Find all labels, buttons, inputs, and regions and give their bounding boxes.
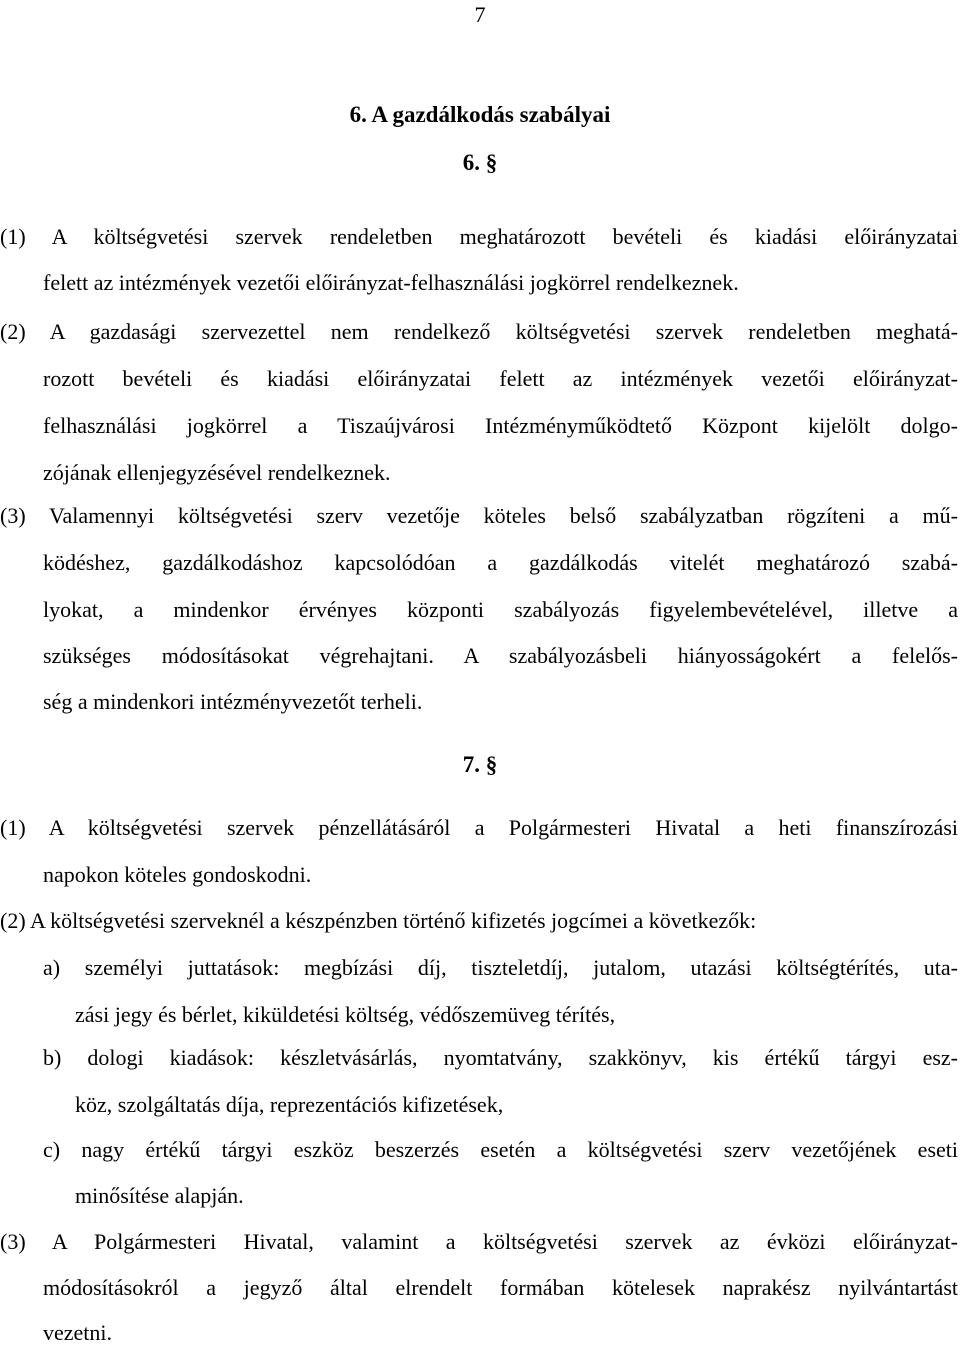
chapter-title: 6. A gazdálkodás szabályai <box>349 102 611 127</box>
s6-p3-line4: szükséges módosításokat végrehajtani. A szabályozásbeli hiányosságokért a felelős- <box>43 643 958 668</box>
s6-p2-line3: felhasználási jogkörrel a Tiszaújvárosi Intézményműködtető Központ kijelölt dolgo- <box>43 413 958 438</box>
s6-p3-line1: (3) Valamennyi költségvetési szerv vezetője köteles belső szabályzatban rögzíteni a mű- <box>0 503 958 528</box>
s6-p1-line2: felett az intézmények vezetői előirányzat-felhasználási jogkörrel rendelkeznek. <box>43 270 739 295</box>
s7-p3-line1: (3) A Polgármesteri Hivatal, valamint a költségvetési szervek az évközi előirányzat- <box>0 1229 958 1254</box>
s7-p2-line1: (2) A költségvetési szerveknél a készpénzben történő kifizetés jogcímei a következők: <box>0 908 757 933</box>
s6-p3-line2: ködéshez, gazdálkodáshoz kapcsolódóan a gazdálkodás vitelét meghatározó szabá- <box>43 550 958 575</box>
section-7-heading: 7. § <box>462 752 498 777</box>
s7-p2-item-c-line1: c) nagy értékű tárgyi eszköz beszerzés esetén a költségvetési szerv vezetőjének eseti <box>43 1137 958 1162</box>
s7-p2-item-b-line1: b) dologi kiadások: készletvásárlás, nyomtatvány, szakkönyv, kis értékű tárgyi esz- <box>43 1045 958 1070</box>
s7-p2-item-a-line1: a) személyi juttatások: megbízási díj, tiszteletdíj, jutalom, utazási költségtérítés, uta- <box>43 955 958 980</box>
section-6-heading: 6. § <box>462 150 498 175</box>
s7-p1-line2: napokon köteles gondoskodni. <box>43 862 312 887</box>
s6-p2-line1: (2) A gazdasági szervezettel nem rendelkező költségvetési szervek rendeletben meghatá- <box>0 319 958 344</box>
s7-p3-line2: módosításokról a jegyző által elrendelt formában kötelesek naprakész nyilvántartást <box>43 1275 958 1300</box>
s6-p3-line3: lyokat, a mindenkor érvényes központi szabályozás figyelembevételével, illetve a <box>43 597 958 622</box>
s7-p3-line3: vezetni. <box>43 1320 113 1345</box>
s7-p2-item-a-line2: zási jegy és bérlet, kiküldetési költség, védőszemüveg térítés, <box>75 1002 616 1027</box>
s7-p1-line1: (1) A költségvetési szervek pénzellátásáról a Polgármesteri Hivatal a heti finanszírozási <box>0 815 958 840</box>
s6-p3-line5: ség a mindenkori intézményvezetőt terheli. <box>43 689 423 714</box>
s7-p2-item-c-line2: minősítése alapján. <box>75 1183 244 1208</box>
s6-p2-line4: zójának ellenjegyzésével rendelkeznek. <box>43 460 391 485</box>
s6-p2-line2: rozott bevételi és kiadási előirányzatai felett az intézmények vezetői előirányzat- <box>43 366 958 391</box>
s6-p1-line1: (1) A költségvetési szervek rendeletben meghatározott bevételi és kiadási előirányzatai <box>0 224 958 249</box>
page-number: 7 <box>474 2 486 27</box>
s7-p2-item-b-line2: köz, szolgáltatás díja, reprezentációs kifizetések, <box>75 1092 504 1117</box>
